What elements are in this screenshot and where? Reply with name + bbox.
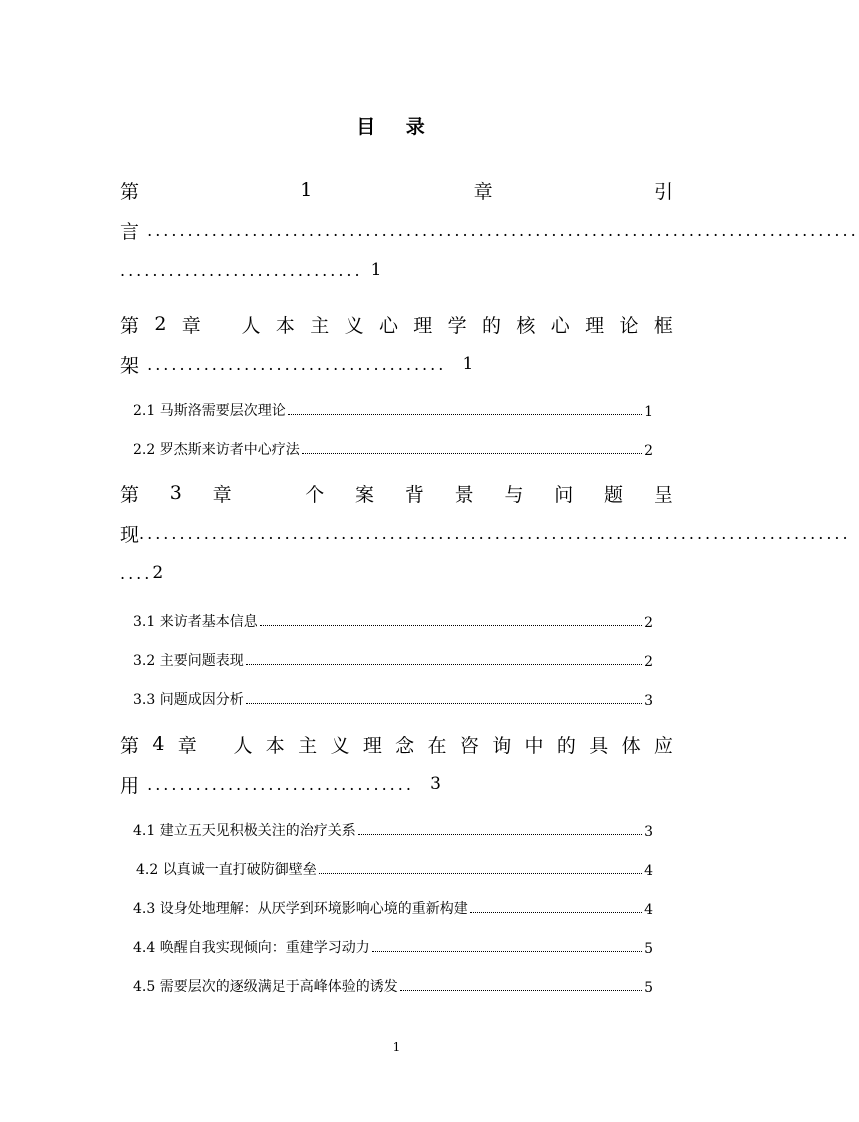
chapter-char: 本 (265, 734, 285, 757)
toc-section-3-1[interactable] (133, 609, 653, 631)
page-number: 1 (644, 404, 653, 420)
toc-section-4-5[interactable] (133, 974, 653, 996)
chapter-char: 义 (330, 734, 350, 757)
chapter-char: 核 (516, 314, 536, 337)
chapter-char: 心 (550, 314, 570, 337)
chapter-char: 1 (300, 179, 313, 201)
section-label: 2.2 罗杰斯来访者中心疗法 (133, 442, 300, 458)
chapter-char: 第 (120, 314, 140, 337)
chapter-char: 章 (212, 483, 232, 506)
chapter-char: 景 (454, 483, 474, 506)
chapter-char: 案 (355, 483, 375, 506)
chapter-char: 人 (241, 314, 261, 337)
chapter-leader-line (120, 764, 673, 804)
section-label: 4.2 以真诚一直打破防御壁垒 (136, 862, 317, 878)
chapter-char: 第 (120, 180, 140, 203)
chapter-char: 现 (120, 523, 140, 546)
page-number: 2 (644, 615, 653, 631)
chapter-char: 主 (298, 734, 318, 757)
dot-leader (302, 452, 642, 454)
chapter-char: 与 (504, 483, 524, 506)
toc-chapter-2[interactable] (120, 304, 673, 384)
page-number: 2 (644, 654, 653, 670)
chapter-char: 框 (653, 314, 673, 337)
chapter-char: 论 (619, 314, 639, 337)
chapter-heading-line (120, 724, 673, 764)
section-label: 4.1 建立五天见积极关注的治疗关系 (133, 823, 356, 839)
chapter-leader-line (120, 210, 859, 250)
chapter-char: 本 (275, 314, 295, 337)
chapter-heading-line (120, 304, 673, 344)
page-number: 5 (644, 941, 653, 957)
chapter-char: 咨 (459, 734, 479, 757)
chapter-char: 章 (473, 180, 493, 203)
chapter-heading-line (120, 170, 673, 210)
toc-section-4-4[interactable] (133, 935, 653, 957)
chapter-char: 应 (653, 734, 673, 757)
section-label: 2.1 马斯洛需要层次理论 (133, 403, 286, 419)
dot-leader (372, 950, 642, 952)
chapter-char: 个 (305, 483, 325, 506)
toc-chapter-1[interactable] (120, 170, 859, 290)
dot-leader (246, 663, 642, 665)
chapter-char: 理 (413, 314, 433, 337)
dot-leader: ........................................................................................ (139, 220, 859, 240)
chapter-char: 中 (524, 734, 544, 757)
dot-leader: .... (120, 563, 153, 583)
chapter-char: 第 (120, 483, 140, 506)
chapter-char: 理 (362, 734, 382, 757)
dot-leader (260, 624, 642, 626)
chapter-char: 主 (310, 314, 330, 337)
chapter-char: 心 (378, 314, 398, 337)
chapter-char: 用 (120, 774, 140, 797)
toc-section-3-3[interactable] (133, 687, 653, 709)
toc-section-4-2[interactable] (136, 857, 653, 879)
page-number: 1 (370, 260, 382, 280)
chapter-char: 引 (653, 180, 673, 203)
dot-leader (319, 872, 642, 874)
chapter-char: 架 (120, 354, 140, 377)
dot-leader: ..................................... (139, 354, 463, 374)
dot-leader (246, 702, 642, 704)
page-number: 4 (644, 863, 653, 879)
page-number: 2 (644, 443, 653, 459)
chapter-char: 体 (621, 734, 641, 757)
chapter-char: 背 (404, 483, 424, 506)
chapter-char: 的 (556, 734, 576, 757)
toc-section-4-3[interactable] (133, 896, 653, 918)
dot-leader (358, 833, 642, 835)
chapter-char: 题 (604, 483, 624, 506)
toc-section-3-2[interactable] (133, 648, 653, 670)
dot-leader (400, 989, 642, 991)
section-label: 3.3 问题成因分析 (133, 692, 244, 708)
chapter-leader-line (120, 344, 673, 384)
chapter-char: 3 (169, 482, 182, 504)
chapter-char: 的 (482, 314, 502, 337)
chapter-char: 念 (395, 734, 415, 757)
page-number: 3 (644, 693, 653, 709)
dot-leader: ................................. (139, 774, 431, 794)
chapter-leader-line (120, 553, 673, 593)
chapter-heading-line (120, 473, 673, 513)
section-label: 4.5 需要层次的逐级满足于高峰体验的诱发 (133, 979, 398, 995)
toc-chapter-4[interactable] (120, 724, 673, 804)
chapter-char: 4 (152, 733, 165, 755)
chapter-char: 理 (585, 314, 605, 337)
toc-section-4-1[interactable] (133, 818, 653, 840)
toc-section-2-2[interactable] (133, 437, 653, 459)
page-title: 目 录 (356, 116, 437, 138)
chapter-char: 呈 (653, 483, 673, 506)
chapter-char: 在 (427, 734, 447, 757)
chapter-char: 言 (120, 220, 140, 243)
page-footer-number: 1 (392, 1040, 401, 1054)
chapter-char: 具 (589, 734, 609, 757)
section-label: 3.1 来访者基本信息 (133, 614, 258, 630)
dot-leader (288, 413, 642, 415)
section-label: 4.3 设身处地理解：从厌学到环境影响心境的重新构建 (133, 901, 468, 917)
chapter-char: 第 (120, 734, 140, 757)
chapter-char: 2 (154, 313, 167, 335)
chapter-char: 义 (344, 314, 364, 337)
page-number: 1 (462, 354, 474, 374)
dot-leader: ........................................................................................ (139, 523, 851, 543)
dot-leader: .............................. (120, 260, 371, 280)
section-label: 4.4 唤醒自我实现倾向：重建学习动力 (133, 940, 370, 956)
chapter-char: 人 (233, 734, 253, 757)
chapter-leader-line (120, 250, 673, 290)
chapter-char: 询 (492, 734, 512, 757)
toc-section-2-1[interactable] (133, 398, 653, 420)
chapter-char: 章 (181, 314, 201, 337)
dot-leader (470, 911, 642, 913)
page-number: 5 (644, 980, 653, 996)
chapter-char: 学 (447, 314, 467, 337)
chapter-char: 问 (554, 483, 574, 506)
page-number: 2 (152, 563, 164, 583)
chapter-char: 章 (177, 734, 197, 757)
chapter-leader-line (120, 513, 851, 553)
section-label: 3.2 主要问题表现 (133, 653, 244, 669)
toc-chapter-3[interactable] (120, 473, 851, 593)
page-number: 3 (644, 824, 653, 840)
page-number: 3 (430, 774, 441, 794)
page-number: 4 (644, 902, 653, 918)
